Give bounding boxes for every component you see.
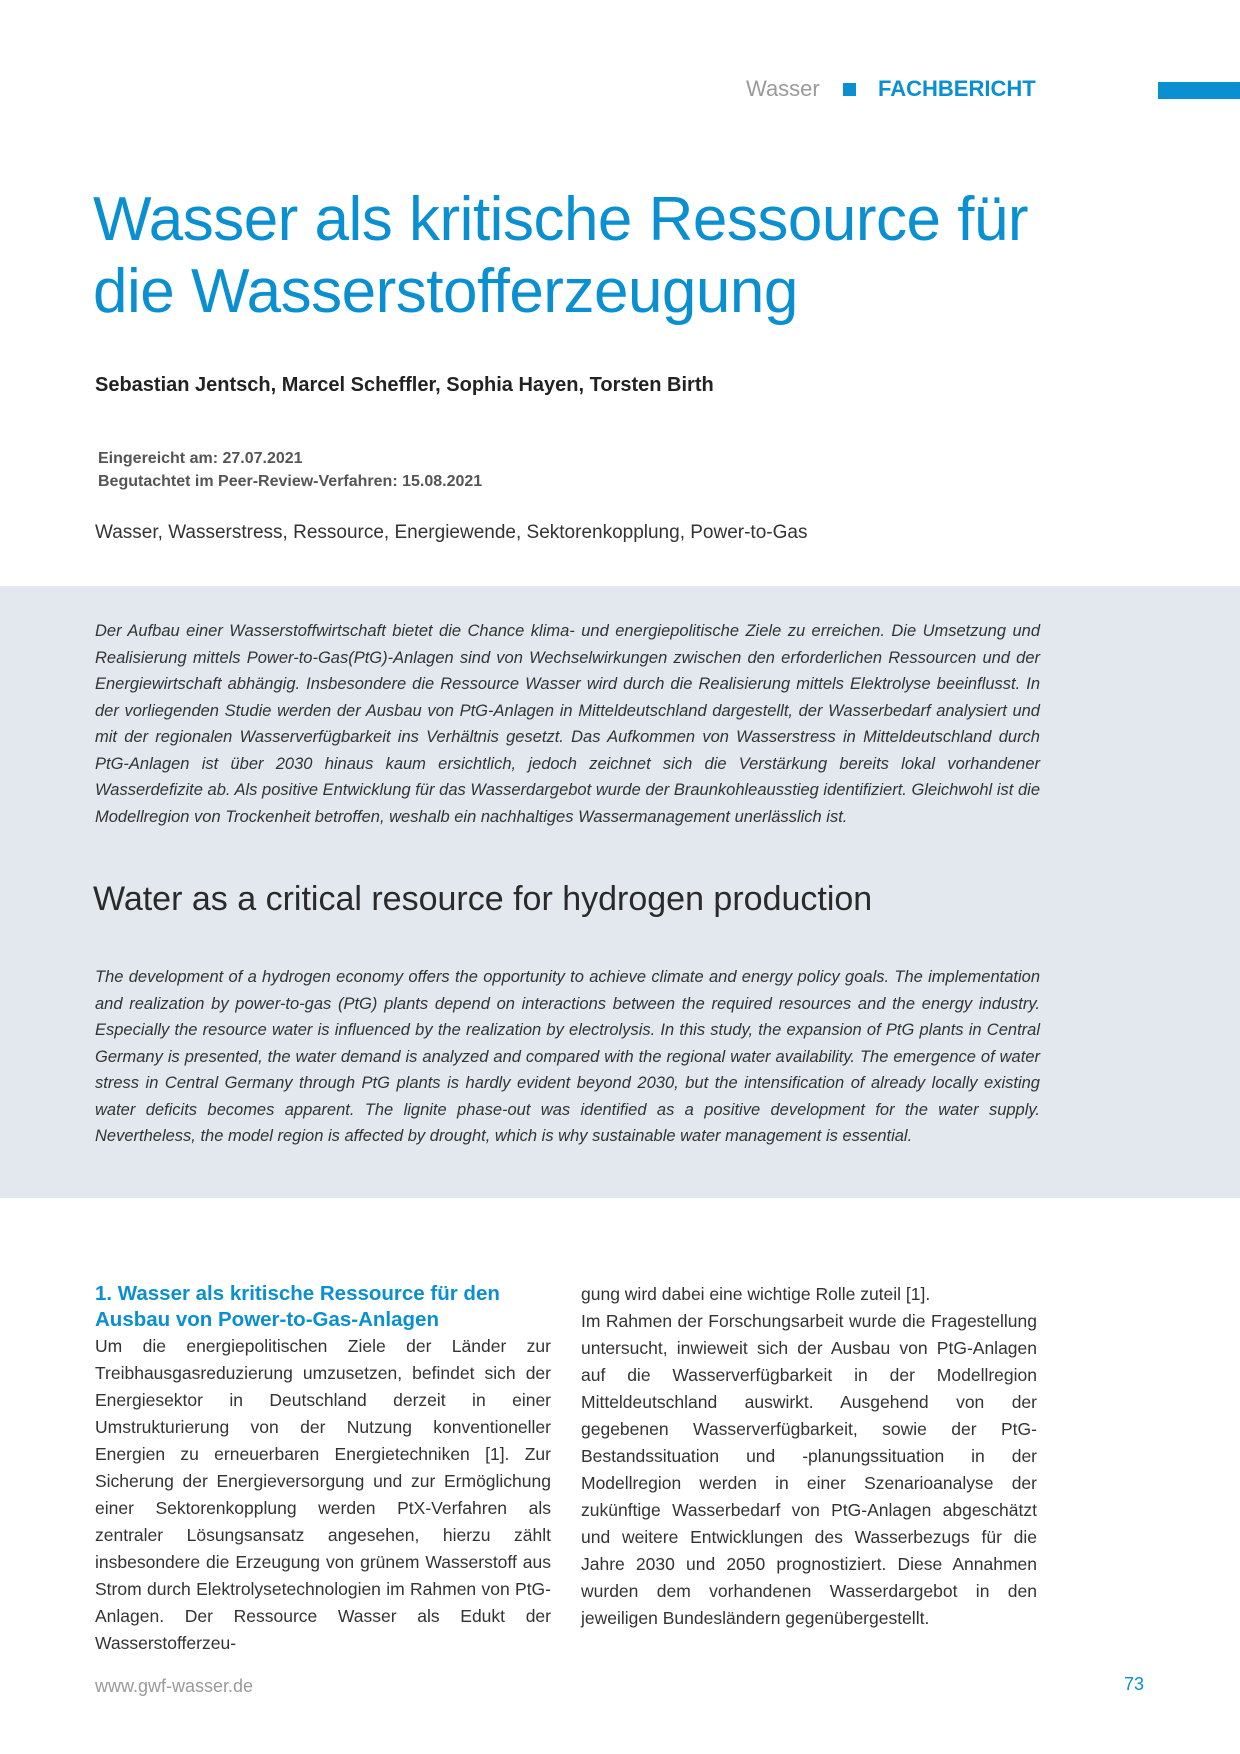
page-number: 73 <box>1123 1674 1144 1694</box>
abstract-english: The development of a hydrogen economy offers the opportunity to achieve climate and energy policy goals. The implementation and realization by power-to-gas (PtG) plants depend on interactions between the required resources and the energy industry. Especially the resource water is influenced by the realization by electrolysis. In this study, the expansion of PtG plants in Central Germany is presented, the water demand is analyzed and compared with the regional water availability. The emergence of water stress in Central Germany through PtG plants is hardly evident beyond 2030, but the intensification of already locally existing water deficits becomes apparent. The lignite phase-out was identified as a positive development for the water supply. Nevertheless, the model region is affected by drought, which is why sustainable water management is essential. <box>95 968 1040 1145</box>
body-column-right: Im Rahmen der Forschungsarbeit wurde die Fragestellung untersucht, inwieweit sich der Ausbau von PtG-Anlagen auf die Wasserverfügbarkeit in der Modellregion Mitteldeutschland auswirkt. Ausgehend von der gegebenen Wasserverfügbarkeit, sowie der PtG-Bestandssituation und -planungssituation in der Modellregion werden in einer Szenarioanalyse der zukünftige Wasserbedarf von PtG-Anlagen abgeschätzt und weitere Entwicklungen des Wasserbezugs für die Jahre 2030 und 2050 prognostiziert. Diese Annahmen wurden dem vorhandenen Wasserdargebot in den jeweiligen Bundesländern gegenübergestellt. <box>581 1311 1037 1628</box>
authors: Sebastian Jentsch, Marcel Scheffler, Sophia Hayen, Torsten Birth <box>95 374 714 396</box>
submitted-date: Eingereicht am: 27.07.2021 <box>98 450 303 467</box>
footer-url[interactable]: www.gwf-wasser.de <box>95 1676 254 1696</box>
reviewed-date: Begutachtet im Peer-Review-Verfahren: 15.08.2021 <box>98 473 483 490</box>
section-label: FACHBERICHT <box>878 76 1036 101</box>
rubric-separator-square <box>843 83 856 96</box>
edge-marker-bar <box>1158 82 1240 99</box>
keywords: Wasser, Wasserstress, Ressource, Energiewende, Sektorenkopplung, Power-to-Gas <box>95 522 808 543</box>
rubric-label: Wasser <box>746 76 820 101</box>
body-column-left: Um die energiepolitischen Ziele der Länder zur Treibhausgasreduzierung umzusetzen, befindet sich der Energiesektor in Deutschland derzeit in einer Umstrukturierung von der Nutzung konventioneller Energien zu erneuerbaren Energietechniken [1]. Zur Sicherung der Energieversorgung und zur Ermöglichung einer Sektorenkopplung werden PtX-Verfahren als zentraler Lösungsansatz angesehen, hierzu zählt insbesondere die Erzeugung von grünem Wasserstoff aus Strom durch Elektrolysetechnologien im Rahmen von PtG-Anlagen. Der Ressource Wasser als Edukt der Wasserstofferzeu- <box>95 1336 551 1653</box>
running-header <box>0 76 1240 106</box>
english-title: Water as a critical resource for hydrogen production <box>93 880 873 918</box>
body-column-right-continuation: gung wird dabei eine wichtige Rolle zuteil [1]. <box>581 1284 931 1304</box>
review-dates <box>98 447 482 493</box>
section-heading: 1. Wasser als kritische Ressource für den Ausbau von Power-to-Gas-Anlagen <box>95 1282 500 1331</box>
article-title: Wasser als kritische Ressource für die Wasserstofferzeugung <box>93 185 1029 326</box>
abstract-german: Der Aufbau einer Wasserstoffwirtschaft bietet die Chance klima- und energiepolitische Ziele zu erreichen. Die Umsetzung und Realisierung mittels Power-to-Gas(PtG)-Anlagen sind von Wechselwirkungen zwischen den erforderlichen Ressourcen und der Energiewirtschaft abhängig. Insbesondere die Ressource Wasser wird durch die Realisierung mittels Elektrolyse beeinflusst. In der vorliegenden Studie werden der Ausbau von PtG-Anlagen in Mitteldeutschland dargestellt, der Wasserbedarf analysiert und mit der regionalen Wasserverfügbarkeit ins Verhältnis gesetzt. Das Aufkommen von Wasserstress in Mitteldeutschland durch PtG-Anlagen ist über 2030 hinaus kaum ersichtlich, jedoch zeichnet sich die Verstärkung bereits lokal vorhandener Wasserdefizite ab. Als positive Entwicklung für das Wasserdargebot wurde der Braunkohleausstieg identifiziert. Gleichwohl ist die Modellregion von Trockenheit betroffen, weshalb ein nachhaltiges Wassermanagement unerlässlich ist. <box>95 622 1040 826</box>
